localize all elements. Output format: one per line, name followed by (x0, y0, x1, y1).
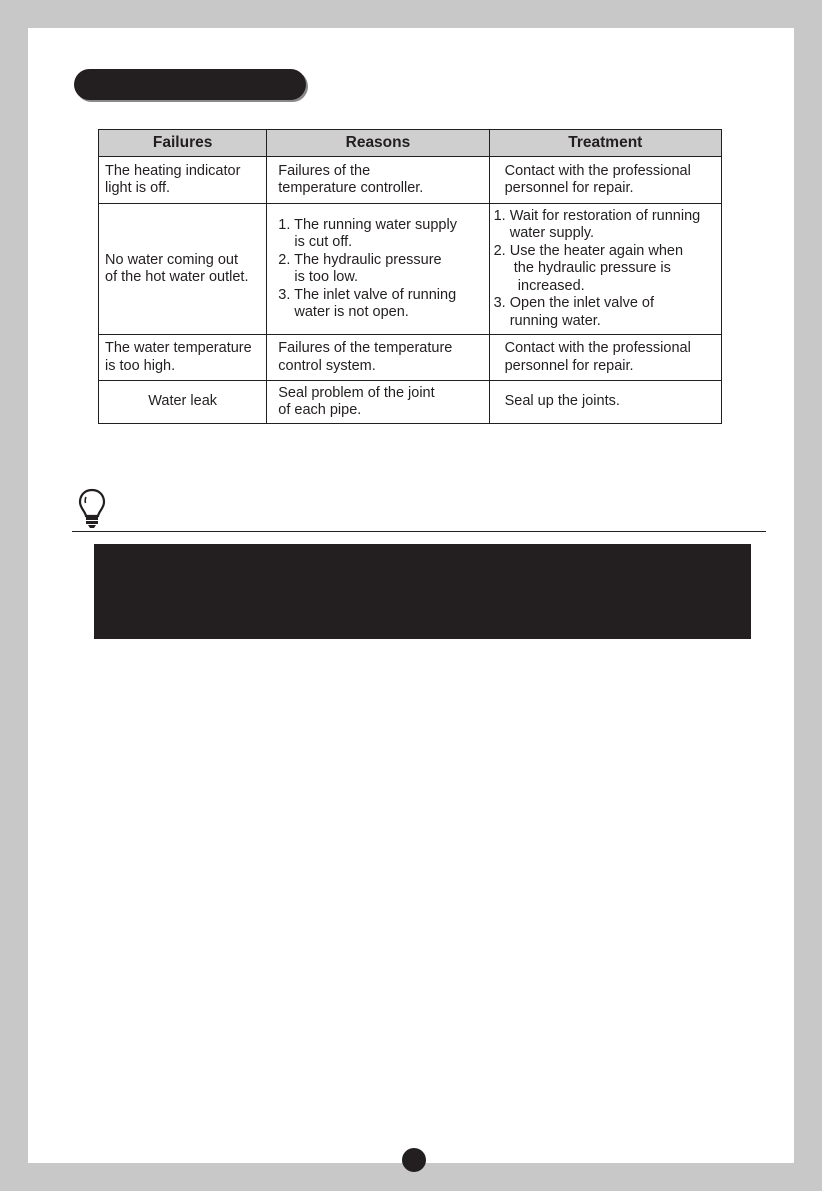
reason-cell (267, 381, 489, 424)
cell-line: is too low. (278, 269, 359, 285)
cell-line: of each pipe. (278, 402, 362, 418)
cell-line: 1. Wait for restoration of running (493, 207, 701, 224)
table-row (99, 381, 722, 424)
manual-page (28, 28, 794, 1163)
cell-line: of the hot water outlet. (105, 269, 249, 285)
failure-cell (99, 335, 267, 381)
failure-cell (99, 381, 267, 424)
note-panel (94, 544, 751, 639)
treatment-cell (489, 204, 721, 335)
treatment-cell (489, 157, 721, 204)
cell-line: water supply. (493, 225, 595, 242)
cell-line: 3. Open the inlet valve of (493, 295, 655, 312)
cell-line: 3. The inlet valve of running (278, 286, 457, 303)
section-heading-bar (74, 69, 306, 100)
reason-cell (267, 204, 489, 335)
cell-line: Seal problem of the joint (278, 384, 435, 401)
column-header-failures: Failures (99, 130, 267, 157)
cell-line: 1. The running water supply (278, 216, 457, 233)
cell-line: personnel for repair. (504, 357, 634, 374)
cell-line: Failures of the (278, 162, 371, 179)
cell-line: personnel for repair. (504, 180, 634, 196)
failure-cell (99, 204, 267, 335)
cell-line: light is off. (105, 180, 171, 196)
cell-line: The heating indicator (105, 162, 241, 179)
troubleshooting-table (98, 129, 722, 424)
failure-cell (99, 157, 267, 204)
cell-line: temperature controller. (278, 180, 424, 196)
reason-cell (267, 335, 489, 381)
cell-line: 2. Use the heater again when (493, 242, 684, 259)
cell-line: Water leak (148, 393, 218, 410)
cell-line: is too high. (105, 357, 176, 374)
cell-line: 2. The hydraulic pressure (278, 251, 442, 268)
table-row (99, 157, 722, 204)
reason-cell (267, 157, 489, 204)
treatment-cell (489, 381, 721, 424)
treatment-cell (489, 335, 721, 381)
cell-line: Contact with the professional (504, 162, 691, 179)
cell-line: running water. (493, 312, 601, 329)
cell-line: Failures of the temperature (278, 340, 453, 356)
cell-line: Seal up the joints. (504, 393, 620, 410)
cell-line: No water coming out (105, 251, 238, 268)
note-divider (72, 531, 766, 532)
cell-line: is cut off. (278, 234, 353, 250)
cell-line: the hydraulic pressure is (493, 260, 671, 277)
cell-line: control system. (278, 357, 376, 374)
table-header-row (99, 130, 722, 157)
table-row (99, 204, 722, 335)
column-header-reasons: Reasons (267, 130, 489, 157)
cell-line: increased. (493, 277, 585, 294)
page-number-badge (402, 1148, 426, 1172)
table-row (99, 335, 722, 381)
lightbulb-icon (77, 488, 107, 530)
column-header-treatment: Treatment (489, 130, 721, 157)
cell-line: Contact with the professional (504, 340, 691, 356)
cell-line: water is not open. (278, 304, 409, 320)
cell-line: The water temperature (105, 340, 252, 356)
